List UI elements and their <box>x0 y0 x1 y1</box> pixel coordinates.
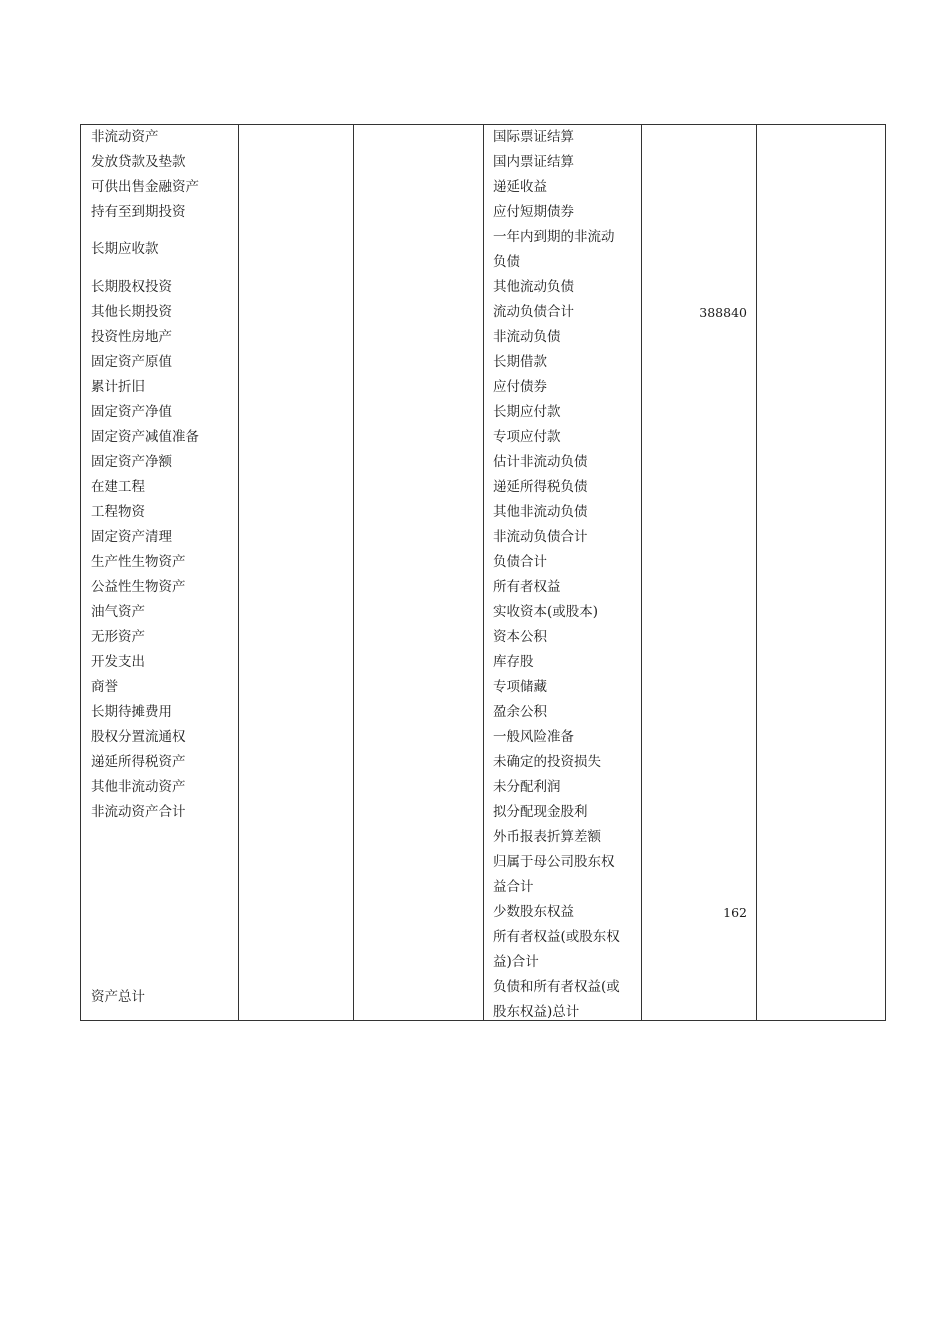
liability-item: 未确定的投资损失 <box>493 754 601 770</box>
asset-item: 公益性生物资产 <box>91 579 186 595</box>
liability-item: 负债合计 <box>493 554 547 570</box>
liability-item: 其他非流动负债 <box>493 504 588 520</box>
asset-item: 其他非流动资产 <box>91 779 186 795</box>
liability-item: 其他流动负债 <box>493 279 574 295</box>
balance-sheet-table <box>80 124 886 1021</box>
asset-item: 股权分置流通权 <box>91 729 186 745</box>
asset-item: 工程物资 <box>91 504 145 520</box>
asset-item: 累计折旧 <box>91 379 145 395</box>
asset-value-column-2 <box>354 125 484 1020</box>
liability-item: 益)合计 <box>493 954 539 970</box>
liability-item: 长期应付款 <box>493 404 561 420</box>
liability-item: 专项应付款 <box>493 429 561 445</box>
asset-item: 非流动资产 <box>91 129 159 145</box>
liability-item: 专项储藏 <box>493 679 547 695</box>
asset-item: 固定资产清理 <box>91 529 172 545</box>
asset-item: 商誉 <box>91 679 118 695</box>
liability-item: 一般风险准备 <box>493 729 574 745</box>
asset-item: 长期股权投资 <box>91 279 172 295</box>
liability-item: 负债和所有者权益(或 <box>493 979 620 995</box>
liability-item: 国际票证结算 <box>493 129 574 145</box>
asset-item: 可供出售金融资产 <box>91 179 199 195</box>
total-assets-label: 资产总计 <box>91 989 145 1005</box>
liability-item: 递延收益 <box>493 179 547 195</box>
liability-item: 估计非流动负债 <box>493 454 588 470</box>
liability-item: 外币报表折算差额 <box>493 829 601 845</box>
asset-item: 投资性房地产 <box>91 329 172 345</box>
asset-item: 非流动资产合计 <box>91 804 186 820</box>
liability-value-column-2 <box>757 125 886 1020</box>
liability-item: 未分配利润 <box>493 779 561 795</box>
liability-item: 益合计 <box>493 879 534 895</box>
liability-items-column <box>484 125 642 1020</box>
liability-item: 资本公积 <box>493 629 547 645</box>
liability-item: 长期借款 <box>493 354 547 370</box>
asset-value-column-1 <box>239 125 354 1020</box>
liability-item: 所有者权益(或股东权 <box>493 929 620 945</box>
liability-item: 非流动负债合计 <box>493 529 588 545</box>
liability-item: 股东权益)总计 <box>493 1004 580 1020</box>
liability-item: 少数股东权益 <box>493 904 574 920</box>
asset-item: 长期应收款 <box>91 241 159 257</box>
liability-item: 所有者权益 <box>493 579 561 595</box>
asset-item: 无形资产 <box>91 629 145 645</box>
asset-item: 长期待摊费用 <box>91 704 172 720</box>
liability-item: 实收资本(或股本) <box>493 604 599 620</box>
liability-item: 盈余公积 <box>493 704 547 720</box>
asset-item: 固定资产减值准备 <box>91 429 199 445</box>
liability-item: 应付债券 <box>493 379 547 395</box>
liability-item: 归属于母公司股东权 <box>493 854 615 870</box>
asset-item: 生产性生物资产 <box>91 554 186 570</box>
minority-interest-value: 162 <box>723 905 747 920</box>
asset-item: 在建工程 <box>91 479 145 495</box>
liability-item: 递延所得税负债 <box>493 479 588 495</box>
asset-items-column <box>81 125 239 1020</box>
asset-item: 油气资产 <box>91 604 145 620</box>
current-liabilities-total-value: 388840 <box>699 305 747 320</box>
liability-value-column-1 <box>642 125 757 1020</box>
asset-item: 其他长期投资 <box>91 304 172 320</box>
liability-item: 非流动负债 <box>493 329 561 345</box>
liability-item: 流动负债合计 <box>493 304 574 320</box>
asset-item: 开发支出 <box>91 654 145 670</box>
asset-item: 固定资产净值 <box>91 404 172 420</box>
liability-item: 库存股 <box>493 654 534 670</box>
liability-item: 国内票证结算 <box>493 154 574 170</box>
liability-item: 负债 <box>493 254 520 270</box>
liability-item: 应付短期债券 <box>493 204 574 220</box>
asset-item: 递延所得税资产 <box>91 754 186 770</box>
asset-item: 固定资产原值 <box>91 354 172 370</box>
liability-item: 一年内到期的非流动 <box>493 229 615 245</box>
asset-item: 持有至到期投资 <box>91 204 186 220</box>
liability-item: 拟分配现金股利 <box>493 804 588 820</box>
asset-item: 发放贷款及垫款 <box>91 154 186 170</box>
asset-item: 固定资产净额 <box>91 454 172 470</box>
